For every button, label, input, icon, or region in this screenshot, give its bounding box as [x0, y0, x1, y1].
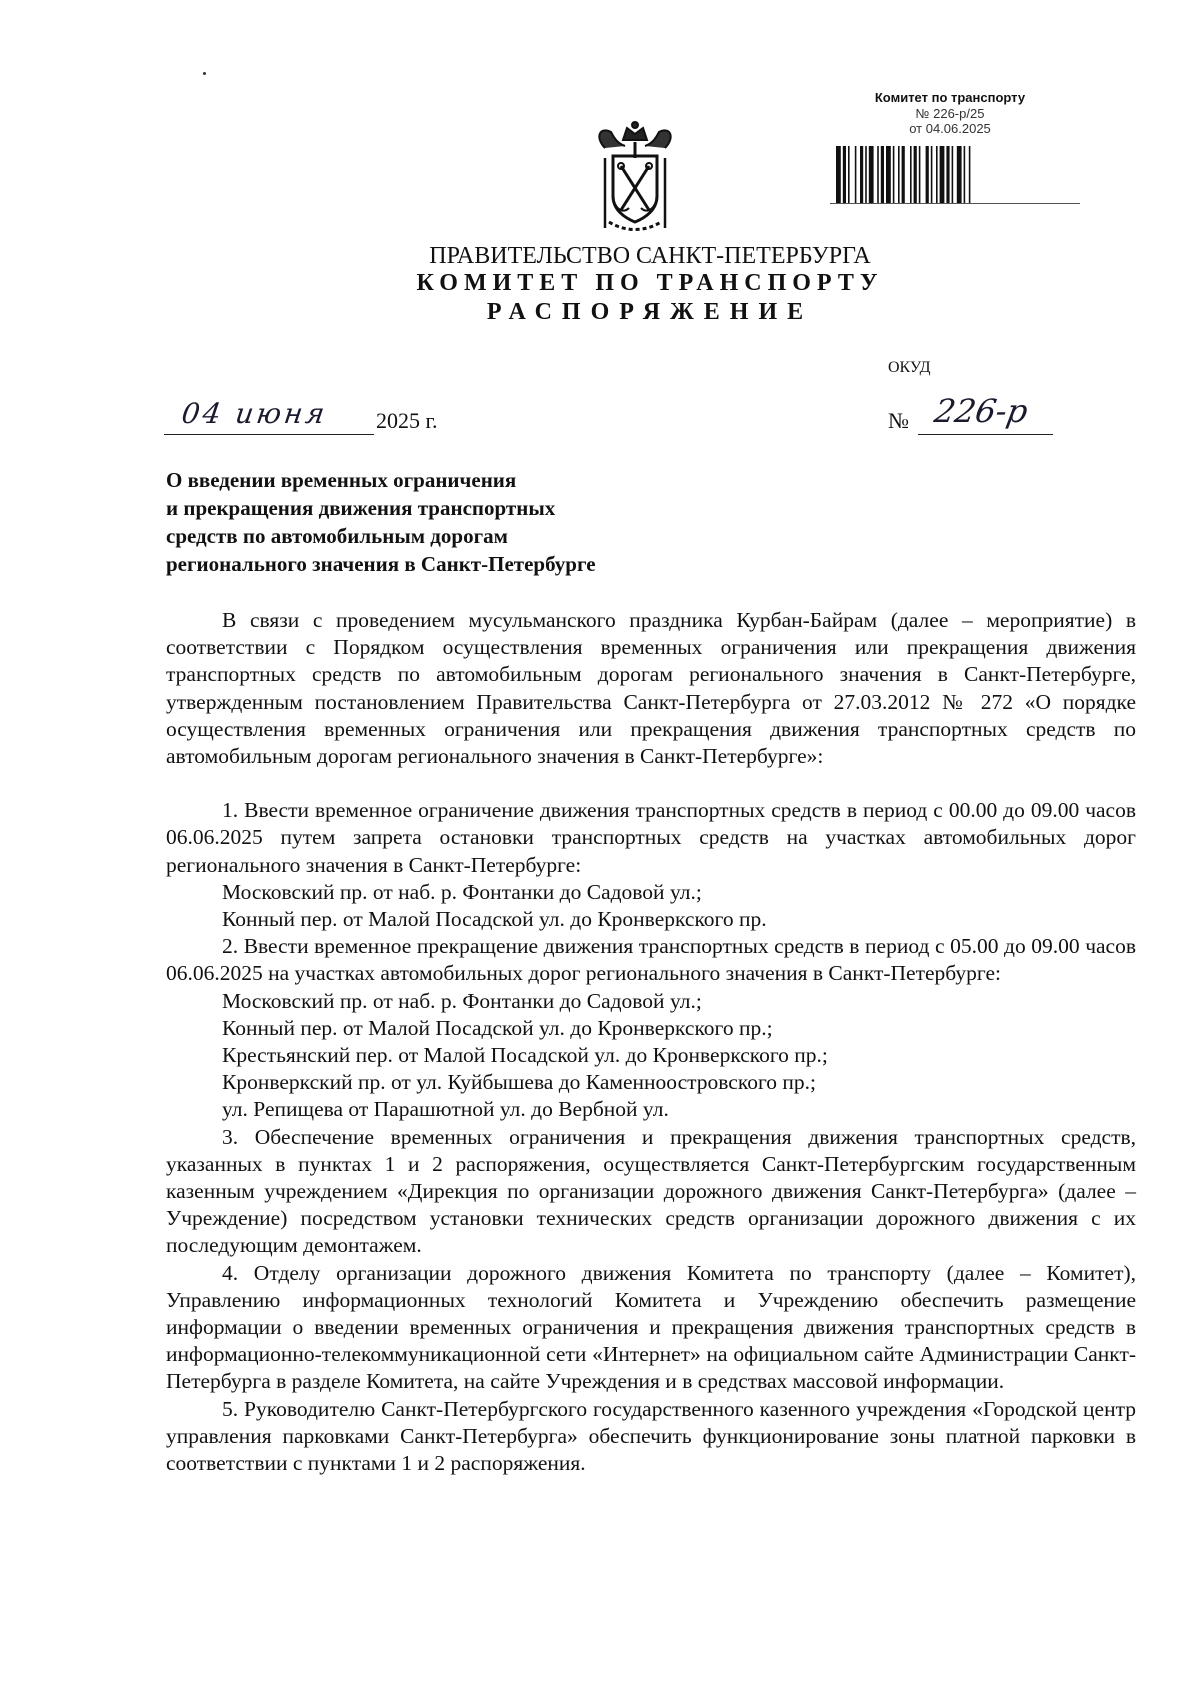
street-item: Конный пер. от Малой Посадской ул. до Кронверкского пр.	[222, 907, 767, 932]
title-line: О введении временных ограничения	[166, 468, 517, 492]
number-handwritten: 226-р	[931, 392, 1031, 430]
street-item: Московский пр. от наб. р. Фонтанки до Садовой ул.;	[222, 879, 702, 904]
date-handwritten: 04 июня	[179, 397, 330, 430]
stamp-number: № 226-р/25	[915, 106, 985, 121]
item-1: 1. Ввести временное ограничение движения транспортных средств в период с 00.00 до 09.00 часов 06.06.2025 путем запрета остановки транспортных средств на участках автомобильных дорог регионального значения в Санкт-Петербурге:	[166, 798, 1136, 877]
title-line: регионального значения в Санкт-Петербурге	[166, 552, 596, 576]
barcode-rule	[830, 203, 1080, 204]
stamp-org: Комитет по транспорту	[874, 90, 1026, 105]
committee-name: КОМИТЕТ ПО ТРАНСПОРТУ	[416, 270, 884, 296]
document-type: РАСПОРЯЖЕНИЕ	[486, 299, 814, 325]
document-body	[166, 607, 1136, 1477]
government-name: ПРАВИТЕЛЬСТВО САНКТ-ПЕТЕРБУРГА	[429, 243, 871, 269]
number-sign: №	[888, 408, 909, 433]
street-item: Кронверкский пр. от ул. Куйбышева до Каменноостровского пр.;	[222, 1070, 816, 1095]
street-item: Московский пр. от наб. р. Фонтанки до Садовой ул.;	[222, 988, 702, 1013]
coat-of-arms-icon	[585, 118, 685, 236]
stamp-date: от 04.06.2025	[909, 121, 991, 136]
item-5: 5. Руководителю Санкт-Петербургского государственного казенного учреждения «Городской центр управления парковками Санкт-Петербурга» обеспечить функционирование зоны платной парковки в соответствии с пунктами 1 и 2 распоряжения.	[166, 1396, 1136, 1476]
barcode	[836, 146, 1046, 204]
okud-label: ОКУД	[888, 359, 931, 376]
preamble: В связи с проведением мусульманского праздника Курбан-Байрам (далее – мероприятие) в соответствии с Порядком осуществления временных ограничения или прекращения движения транспортных средств по автомобильным дорогам регионального значения в Санкт-Петербурге, утвержденным постановлением Правительства Санкт-Петербурга от 27.03.2012 № 272 «О порядке осуществления временных ограничения или прекращения движения транспортных средств по автомобильным дорогам регионального значения в Санкт-Петербурге»:	[166, 608, 1136, 769]
document-title	[166, 466, 726, 578]
item-4: 4. Отделу организации дорожного движения Комитета по транспорту (далее – Комитет), Управлению информационных технологий Комитета и Учреждению обеспечить размещение информации о введении временных ограничения и прекращения движения транспортных средств в информационно-телекоммуникационной сети «Интернет» на официальном сайте Администрации Санкт-Петербурга в разделе Комитета, на сайте Учреждения и в средствах массовой информации.	[166, 1260, 1136, 1394]
street-item: Крестьянский пер. от Малой Посадской ул. до Кронверкского пр.;	[222, 1043, 828, 1068]
title-line: средств по автомобильным дорогам	[166, 524, 508, 548]
street-item: Конный пер. от Малой Посадской ул. до Кронверкского пр.;	[222, 1015, 773, 1040]
title-line: и прекращения движения транспортных	[166, 496, 556, 520]
scan-speck	[203, 72, 206, 75]
date-year: 2025 г.	[376, 408, 438, 433]
registration-stamp	[820, 90, 1080, 136]
item-3: 3. Обеспечение временных ограничения и прекращения движения транспортных средств, указанных в пунктах 1 и 2 распоряжения, осуществляется Санкт-Петербургским государственным казенным учреждением «Дирекция по организации дорожного движения Санкт-Петербурга» (далее – Учреждение) посредством установки технических средств организации дорожного движения с их последующим демонтажем.	[166, 1124, 1136, 1258]
item-2: 2. Ввести временное прекращение движения транспортных средств в период с 05.00 до 09.00 часов 06.06.2025 на участках автомобильных дорог регионального значения в Санкт-Петербурге:	[166, 934, 1136, 986]
street-item: ул. Репищева от Парашютной ул. до Вербной ул.	[222, 1097, 669, 1122]
